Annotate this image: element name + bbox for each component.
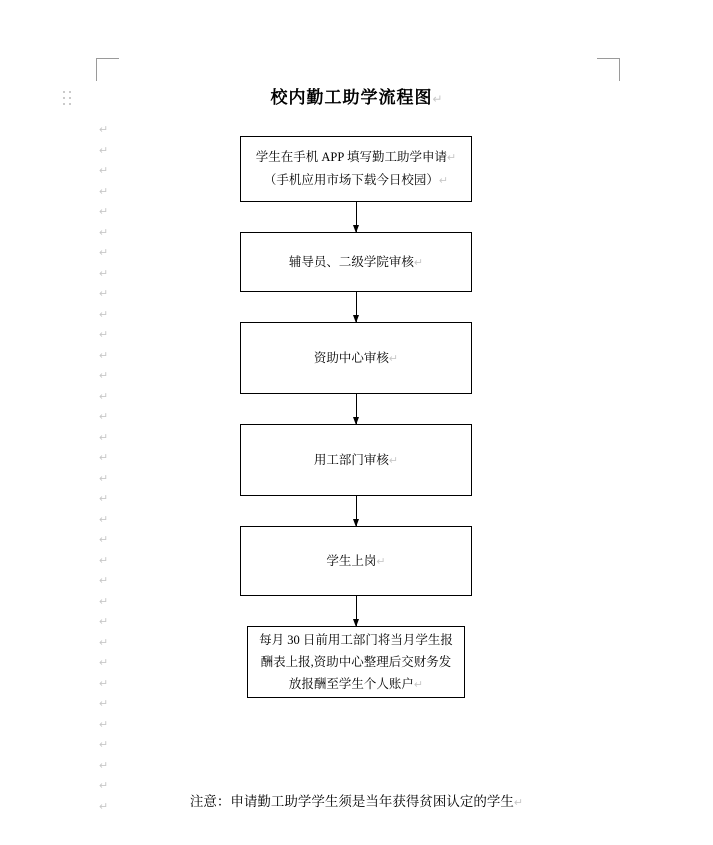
- flow-node-monthly-payment-line-1: 每月 30 日前用工部门将当月学生报: [259, 632, 453, 647]
- flow-arrow-1: [240, 202, 472, 232]
- paragraph-mark-icon: ↵: [513, 797, 524, 809]
- paragraph-mark-icon: ↵: [99, 636, 109, 649]
- crop-mark-top-right: [597, 58, 620, 81]
- flow-node-counselor-review-label: 辅导员、二级学院审核: [288, 254, 414, 269]
- paragraph-mark-icon: ↵: [99, 657, 109, 669]
- paragraph-mark-icon: ↵: [413, 678, 424, 691]
- paragraph-mark-icon: ↵: [413, 256, 424, 269]
- paragraph-mark-icon: ↵: [99, 247, 109, 259]
- flow-arrow-3: [240, 394, 472, 424]
- flow-node-student-start-work[interactable]: [240, 526, 472, 596]
- paragraph-mark-icon: ↵: [99, 206, 109, 218]
- arrow-head-icon: [353, 225, 359, 233]
- flow-node-apply-line-1: 学生在手机 APP 填写勤工助学申请: [255, 150, 447, 164]
- paragraph-mark-column: [99, 120, 113, 813]
- flow-arrow-2: [240, 292, 472, 322]
- paragraph-mark-icon: ↵: [99, 677, 109, 690]
- flow-node-employer-review[interactable]: [240, 424, 472, 496]
- arrow-head-icon: [353, 315, 359, 323]
- crop-mark-top-left: [96, 58, 119, 81]
- paragraph-mark-icon: ↵: [438, 175, 449, 187]
- paragraph-mark-icon: ↵: [99, 698, 109, 710]
- page-title-text: 校内勤工助学流程图: [270, 88, 433, 107]
- arrow-head-icon: [353, 417, 359, 425]
- paragraph-mark-icon: ↵: [99, 390, 109, 403]
- paragraph-mark-icon: ↵: [99, 595, 109, 608]
- paragraph-mark-icon: ↵: [99, 493, 109, 505]
- paragraph-mark-icon: ↵: [99, 616, 109, 628]
- paragraph-mark-icon: ↵: [388, 454, 399, 467]
- page-title: [0, 83, 713, 108]
- paragraph-mark-icon: ↵: [99, 718, 109, 731]
- paragraph-mark-icon: ↵: [388, 352, 399, 365]
- paragraph-mark-icon: ↵: [432, 92, 443, 106]
- paragraph-mark-icon: ↵: [99, 431, 109, 444]
- paragraph-mark-icon: ↵: [99, 144, 109, 157]
- flow-node-employer-review-label: 用工部门审核: [313, 452, 389, 467]
- paragraph-mark-icon: ↵: [99, 308, 109, 321]
- paragraph-mark-icon: ↵: [99, 759, 109, 772]
- flow-node-monthly-payment-line-2: 酬表上报,资助中心整理后交财务发: [260, 654, 452, 669]
- paragraph-mark-icon: ↵: [99, 267, 109, 280]
- flow-node-apply-line-2: （手机应用市场下载今日校园）: [263, 173, 439, 187]
- flow-node-funding-center-review-label: 资助中心审核: [313, 350, 389, 365]
- flow-node-apply[interactable]: [240, 136, 472, 202]
- paragraph-mark-icon: ↵: [99, 800, 109, 813]
- paragraph-mark-icon: ↵: [99, 329, 109, 341]
- flow-node-funding-center-review[interactable]: [240, 322, 472, 394]
- flow-node-counselor-review[interactable]: [240, 232, 472, 292]
- arrow-head-icon: [353, 619, 359, 627]
- paragraph-mark-icon: ↵: [99, 165, 109, 177]
- footnote-text: 注意：申请勤工助学学生须是当年获得贫困认定的学生: [189, 794, 514, 809]
- flow-arrow-4: [240, 496, 472, 526]
- paragraph-mark-icon: ↵: [99, 739, 109, 751]
- paragraph-mark-icon: ↵: [99, 370, 109, 382]
- paragraph-mark-icon: ↵: [99, 780, 109, 792]
- flow-arrow-5: [240, 596, 472, 626]
- arrow-head-icon: [353, 519, 359, 527]
- paragraph-mark-icon: ↵: [99, 226, 109, 239]
- footnote: [0, 790, 713, 810]
- paragraph-mark-icon: ↵: [99, 185, 109, 198]
- paragraph-mark-icon: ↵: [99, 554, 109, 567]
- paragraph-mark-icon: ↵: [99, 472, 109, 485]
- paragraph-mark-icon: ↵: [99, 124, 109, 136]
- paragraph-mark-icon: ↵: [99, 534, 109, 546]
- paragraph-mark-icon: ↵: [99, 575, 109, 587]
- paragraph-mark-icon: ↵: [99, 452, 109, 464]
- flow-node-monthly-payment[interactable]: [247, 626, 465, 698]
- flowchart: [240, 136, 472, 698]
- paragraph-mark-icon: ↵: [99, 513, 109, 526]
- paragraph-mark-icon: ↵: [99, 411, 109, 423]
- paragraph-mark-icon: ↵: [376, 555, 386, 568]
- paragraph-mark-icon: ↵: [99, 349, 109, 362]
- paragraph-mark-icon: ↵: [99, 288, 109, 300]
- flow-node-monthly-payment-line-3: 放报酬至学生个人账户: [288, 676, 414, 691]
- flow-node-student-start-work-label: 学生上岗: [326, 553, 377, 568]
- paragraph-mark-icon: ↵: [447, 152, 457, 164]
